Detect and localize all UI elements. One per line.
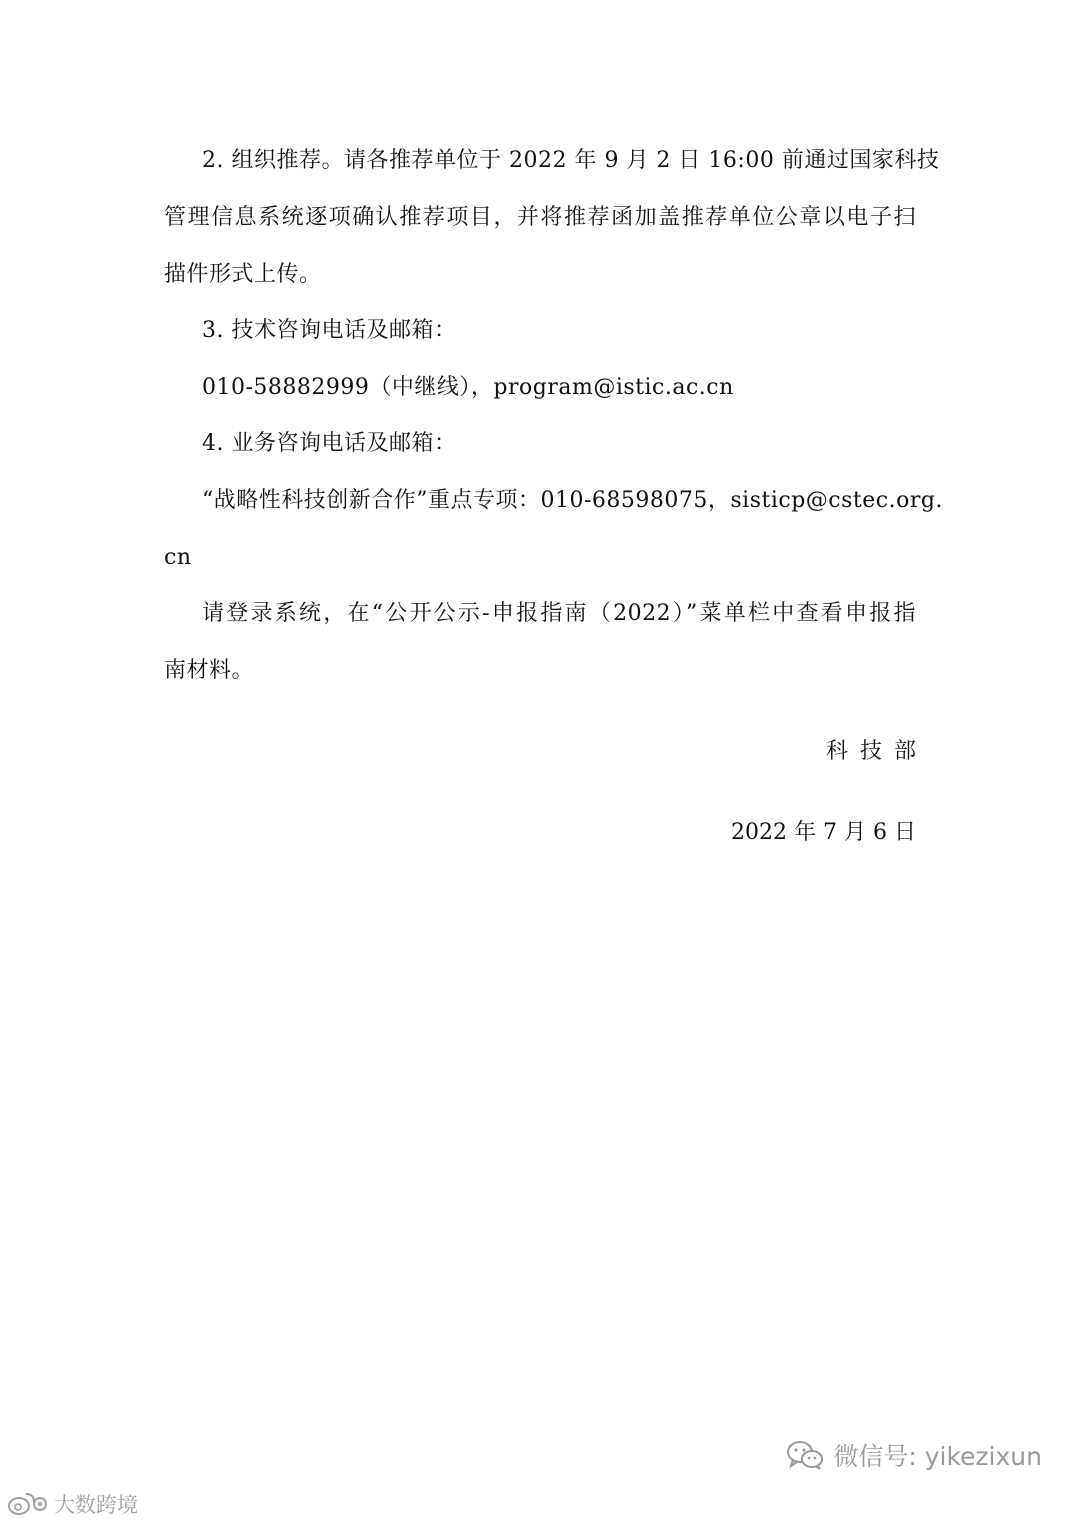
signature: 科技部 <box>825 739 928 764</box>
wechat-icon <box>785 1439 825 1471</box>
source-watermark-text: 大数跨境 <box>54 1493 138 1517</box>
para4-contact-line2: cn <box>164 545 192 570</box>
para3-contact: 010-58882999（中继线），program@istic.ac.cn <box>202 375 734 400</box>
para2-line2: 管理信息系统逐项确认推荐项目，并将推荐函加盖推荐单位公章以电子扫 <box>164 205 916 230</box>
para2-line3: 描件形式上传。 <box>164 262 322 287</box>
para5-line1: 请登录系统，在“公开公示-申报指南（2022）”菜单栏中查看申报指 <box>202 601 916 626</box>
weibo-icon <box>6 1490 50 1518</box>
para2-line1: 2. 组织推荐。请各推荐单位于 2022 年 9 月 2 日 16:00 前通过国家科技 <box>202 148 940 173</box>
para5-line2: 南材料。 <box>164 658 255 683</box>
para3-heading: 3. 技术咨询电话及邮箱： <box>202 318 457 343</box>
source-watermark <box>6 1489 138 1519</box>
document-date: 2022 年 7 月 6 日 <box>731 820 916 845</box>
para4-heading: 4. 业务咨询电话及邮箱： <box>202 431 457 456</box>
wechat-watermark <box>785 1437 1042 1473</box>
para4-contact-line1: “战略性科技创新合作”重点专项：010-68598075，sisticp@cstec.org. <box>202 488 943 513</box>
wechat-watermark-text: 微信号: yikezixun <box>833 1442 1042 1471</box>
